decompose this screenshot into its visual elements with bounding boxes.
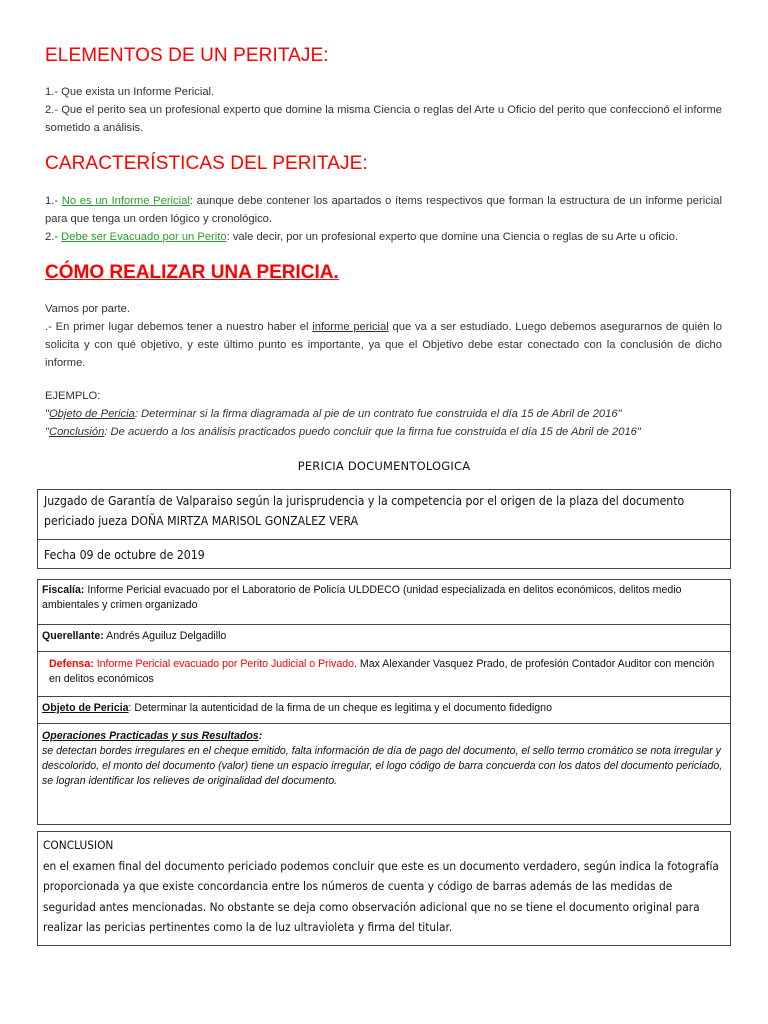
caracteristicas-item-2 <box>45 228 722 246</box>
quote: " <box>45 408 49 420</box>
caracteristicas-item-1 <box>45 192 722 228</box>
elementos-item-1: 1.- Que exista un Informe Pericial. <box>45 86 215 98</box>
ejemplo-conclusion <box>45 423 722 441</box>
item-prefix: 2.- <box>45 231 62 243</box>
operaciones-text: se detectan bordes irregulares en el cheque emitido, falta información de día de pago del documento, el sello termo cromático se nota irregular y descolorido, el monto del documento (valor) tiene un espacio irregular, el logo código de barra concuerda con los datos del documento periciado, se logran identificar los relieves de originalidad del documento. <box>42 745 723 787</box>
conclusion-box <box>37 831 731 946</box>
ejemplo-conclusion-text: : De acuerdo a los análisis practicados puedo concluir que la firma fue construida el día 15 de Abril de 2016" <box>104 426 641 438</box>
elementos-item-2: 2.- Que el perito sea un profesional experto que domine la misma Ciencia o reglas del Arte u Oficio del perito que confeccionó el informe sometido a análisis. <box>45 104 722 134</box>
objeto-row <box>38 697 730 724</box>
link-no-es-informe-pericial[interactable]: No es un Informe Pericial <box>61 195 190 207</box>
caracteristicas-list <box>45 192 722 246</box>
operaciones-label: Operaciones Practicadas y sus Resultados <box>42 730 259 742</box>
court-box <box>37 489 731 569</box>
defensa-label: Defensa: <box>49 658 94 670</box>
como-body <box>45 300 722 372</box>
item-text: : vale decir, por un profesional experto que domine una Ciencia o reglas de su Arte u oficio. <box>226 231 679 243</box>
quote: " <box>45 426 49 438</box>
querellante-row <box>38 625 730 652</box>
item-prefix: 1.- <box>45 195 62 207</box>
como-paragraph <box>45 318 722 372</box>
heading-elementos: ELEMENTOS DE UN PERITAJE: <box>45 45 329 66</box>
link-debe-ser-evacuado[interactable]: Debe ser Evacuado por un Perito <box>61 231 227 243</box>
ejemplo-label: EJEMPLO: <box>45 390 101 402</box>
operaciones-colon: : <box>258 730 263 742</box>
querellante-text: Andrés Aguiluz Delgadillo <box>103 630 227 642</box>
querellante-label: Querellante: <box>42 630 104 642</box>
operaciones-heading <box>42 729 726 744</box>
ejemplo-block <box>45 387 722 441</box>
fiscalia-text: Informe Pericial evacuado por el Laboratorio de Policía ULDDECO (unidad especializada en delitos económicos, delitos medio ambientales y crimen organizado <box>42 584 682 611</box>
item-text: : aunque debe contener los apartados o ítems respectivos que forman la estructura de un informe pericial para que tenga un orden lógico y cronológico. <box>45 195 722 225</box>
link-informe-pericial[interactable]: informe pericial <box>312 321 389 333</box>
conclusion-label: CONCLUSION <box>43 838 114 852</box>
ejemplo-objeto <box>45 405 722 423</box>
court-text: Juzgado de Garantía de Valparaiso según la jurisprudencia y la competencia por el origen de la plaza del documento periciado jueza DOÑA MIRTZA MARISOL GONZALEZ VERA <box>38 490 730 540</box>
text-part: .- En primer lugar debemos tener a nuestro haber el <box>45 321 313 333</box>
heading-caracteristicas: CARACTERÍSTICAS DEL PERITAJE: <box>45 153 368 174</box>
ejemplo-objeto-label: Objeto de Pericia <box>48 408 135 420</box>
pericia-table <box>37 579 731 825</box>
defensa-red-text: Informe Pericial evacuado por Perito Judicial o Privado <box>93 658 355 670</box>
conclusion-text: en el examen final del documento periciado podemos concluir que este es un documento verdadero, según indica la fotografía proporcionada ya que existe concordancia entre los números de cuenta y código de barras además de las medidas de seguridad antes mencionadas. No obstante se deja como observación adicional que no se tiene el documento original para realizar las pericias pertinentes como la de luz ultravioleta y firma del titular. <box>43 858 719 934</box>
operaciones-row <box>38 724 730 824</box>
elementos-list <box>45 83 722 137</box>
defensa-text: . Max Alexander Vasquez Prado, de profesión Contador Auditor con mención en delitos económicos <box>49 658 715 685</box>
objeto-text: : Determinar la autenticidad de la firma de un cheque es legitima y el documento fidedigno <box>128 702 552 714</box>
heading-como-realizar: CÓMO REALIZAR UNA PERICIA. <box>45 262 339 283</box>
fiscalia-row <box>38 580 730 625</box>
defensa-row <box>38 652 730 697</box>
objeto-label: Objeto de Pericia <box>42 702 129 714</box>
como-intro: Vamos por parte. <box>45 303 130 315</box>
ejemplo-objeto-text: : Determinar si la firma diagramada al pie de un contrato fue construida el día 15 de Abril de 2016" <box>134 408 622 420</box>
fiscalia-label: Fiscalía: <box>42 584 85 596</box>
fecha-text: Fecha 09 de octubre de 2019 <box>44 548 205 562</box>
ejemplo-conclusion-label: Conclusión <box>48 426 105 438</box>
text-part: que va a ser estudiado. Luego debemos asegurarnos de quién lo solicita y con qué objetivo, y este último punto es importante, ya que el Objetivo debe estar conectado con la conclusión de dicho informe. <box>45 321 723 369</box>
pericia-title: PERICIA DOCUMENTOLOGICA <box>297 459 471 473</box>
